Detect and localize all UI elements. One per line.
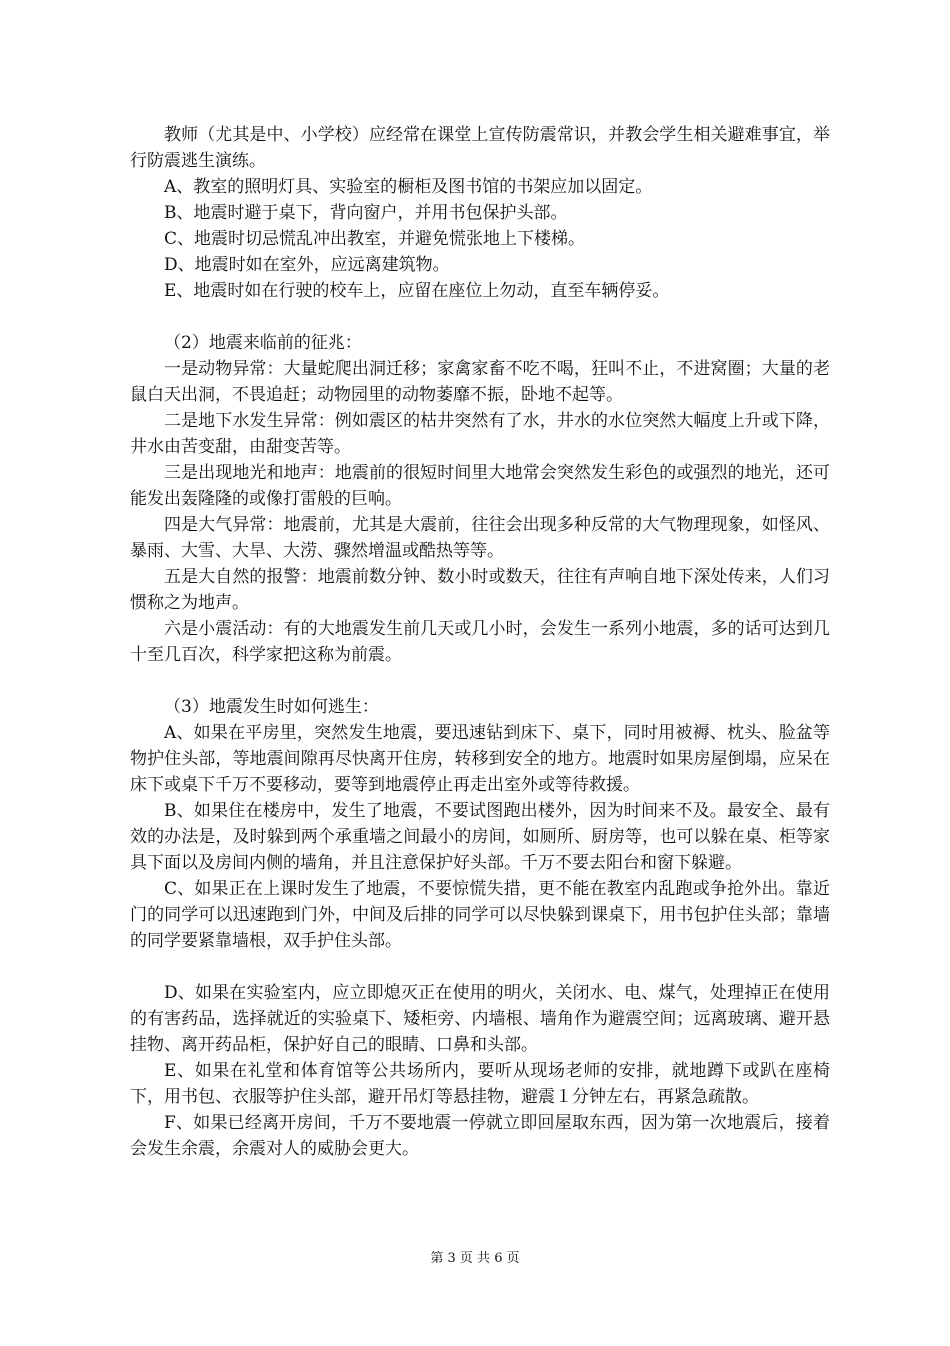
tip-d: D、地震时如在室外，应远离建筑物。	[164, 255, 450, 275]
sign-1: 一是动物异常：大量蛇爬出洞迁移；家禽家畜不吃不喝，狂叫不止，不进窝圈；大量的老鼠白天出洞，不畏追赶；动物园里的动物萎靡不振，卧地不起等。	[130, 359, 830, 405]
section-heading-3: （3）地震发生时如何逃生：	[164, 697, 379, 717]
escape-b: B、如果住在楼房中，发生了地震，不要试图跑出楼外，因为时间来不及。最安全、最有效的办法是，及时躲到两个承重墙之间最小的房间，如厕所、厨房等，也可以躲在桌、柜等家具下面以及房间内侧的墙角，并且注意保护好头部。千万不要去阳台和窗下躲避。	[130, 801, 830, 873]
spacer	[130, 954, 830, 980]
escape-d: D、如果在实验室内，应立即熄灭正在使用的明火，关闭水、电、煤气，处理掉正在使用的有害药品，选择就近的实验桌下、矮柜旁、内墙根、墙角作为避震空间；远离玻璃、避开悬挂物、离开药品柜，保护好自己的眼睛、口鼻和头部。	[130, 983, 830, 1055]
tip-a: A、教室的照明灯具、实验室的橱柜及图书馆的书架应加以固定。	[164, 177, 653, 197]
sign-3: 三是出现地光和地声：地震前的很短时间里大地常会突然发生彩色的或强烈的地光，还可能发出轰隆隆的或像打雷般的巨响。	[130, 463, 830, 509]
escape-a: A、如果在平房里，突然发生地震，要迅速钻到床下、桌下，同时用被褥、枕头、脸盆等物护住头部，等地震间隙再尽快离开住房，转移到安全的地方。地震时如果房屋倒塌，应呆在床下或桌下千万不要移动，要等到地震停止再走出室外或等待救援。	[130, 723, 830, 795]
page-footer: 第 3 页 共 6 页	[430, 1251, 520, 1266]
spacer	[130, 668, 830, 694]
tip-e: E、地震时如在行驶的校车上，应留在座位上勿动，直至车辆停妥。	[164, 281, 670, 301]
sign-4: 四是大气异常：地震前，尤其是大震前，往往会出现多种反常的大气物理现象，如怪风、暴雨、大雪、大旱、大涝、骤然增温或酷热等等。	[130, 515, 830, 561]
escape-c: C、如果正在上课时发生了地震，不要惊慌失措，更不能在教室内乱跑或争抢外出。靠近门的同学可以迅速跑到门外，中间及后排的同学可以尽快躲到课桌下，用书包护住头部；靠墙的同学要紧靠墙根，双手护住头部。	[130, 879, 830, 951]
sign-5: 五是大自然的报警：地震前数分钟、数小时或数天，往往有声响自地下深处传来，人们习惯称之为地声。	[130, 567, 830, 613]
spacer	[130, 304, 830, 330]
escape-f: F、如果已经离开房间，千万不要地震一停就立即回屋取东西，因为第一次地震后，接着会发生余震，余震对人的威胁会更大。	[130, 1113, 830, 1159]
document-body	[130, 122, 830, 1162]
sign-2: 二是地下水发生异常：例如震区的枯井突然有了水，井水的水位突然大幅度上升或下降，井水由苦变甜，由甜变苦等。	[130, 411, 830, 457]
tip-b: B、地震时避于桌下，背向窗户，并用书包保护头部。	[164, 203, 568, 223]
intro-paragraph: 教师（尤其是中、小学校）应经常在课堂上宣传防震常识，并教会学生相关避难事宜，举行防震逃生演练。	[130, 125, 830, 171]
section-heading-2: （2）地震来临前的征兆：	[164, 333, 362, 353]
tip-c: C、地震时切忌慌乱冲出教室，并避免慌张地上下楼梯。	[164, 229, 586, 249]
escape-e: E、如果在礼堂和体育馆等公共场所内，要听从现场老师的安排，就地蹲下或趴在座椅下，用书包、衣服等护住头部，避开吊灯等悬挂物，避震１分钟左右，再紧急疏散。	[130, 1061, 830, 1107]
sign-6: 六是小震活动：有的大地震发生前几天或几小时，会发生一系列小地震，多的话可达到几十至几百次，科学家把这称为前震。	[130, 619, 830, 665]
